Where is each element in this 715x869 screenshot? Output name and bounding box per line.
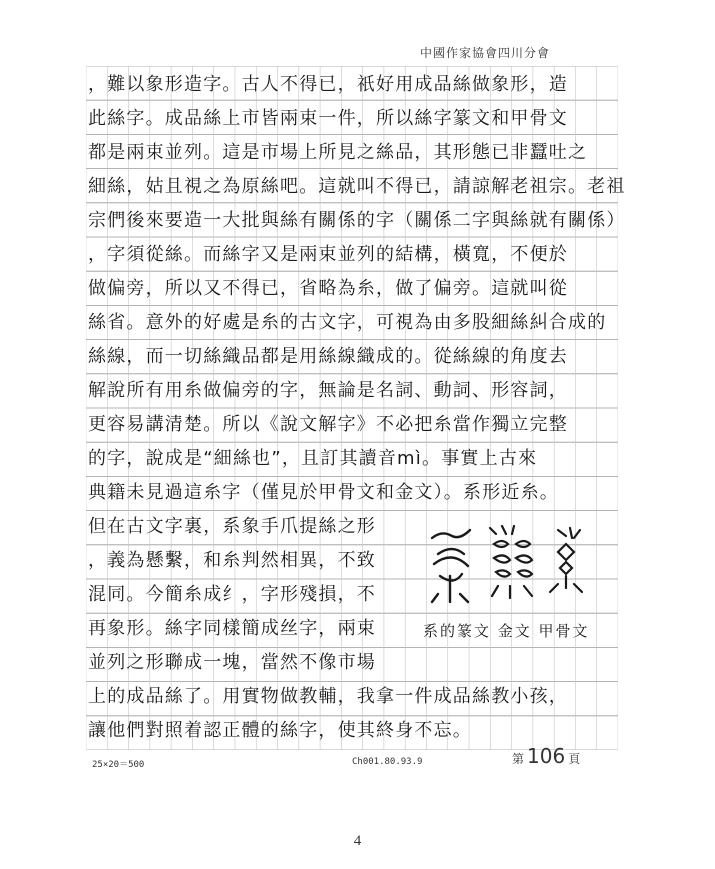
text-line: 絲線，而一切絲織品都是用絲線織成的。從絲線的角度去 bbox=[88, 346, 568, 367]
text-line: ，字須從絲。而絲字又是兩束並列的結構，橫寬，不便於 bbox=[88, 244, 568, 265]
text-line: ，難以象形造字。古人不得已，祇好用成品絲做象形，造 bbox=[88, 74, 568, 95]
text-line: 混同。今簡糸成纟，字形殘損，不 bbox=[88, 584, 376, 605]
text-line: 再象形。絲字同樣簡成丝字，兩束 bbox=[88, 618, 376, 639]
text-line: 宗們後來要造一大批與絲有關係的字（關係二字與絲就有關係） bbox=[88, 210, 626, 231]
seal-script-glyph bbox=[432, 530, 470, 602]
oracle-bone-glyph bbox=[550, 528, 582, 592]
form-code-label: Ch001.80.93.9 bbox=[352, 757, 423, 767]
header-stamp: 中國作家協會四川分會 bbox=[420, 46, 551, 60]
sheet-page-prefix: 第 bbox=[512, 752, 525, 766]
text-line: 的字，說成是“細絲也”，且訂其讀音mì。事實上古來 bbox=[88, 448, 538, 469]
text-line: ，義為懸繫，和糸判然相異，不致 bbox=[88, 550, 376, 571]
text-line: 絲省。意外的好處是糸的古文字，可視為由多股細絲糾合成的 bbox=[88, 312, 607, 333]
text-line: 此絲字。成品絲上市皆兩束一件，所以絲字篆文和甲骨文 bbox=[88, 108, 568, 129]
text-line: 做偏旁，所以又不得已，省略為糸，做了偏旁。這就叫從 bbox=[88, 278, 568, 299]
text-line: 典籍未見過這糸字（僅見於甲骨文和金文）。系形近糸。 bbox=[88, 482, 559, 503]
text-line: 上的成品絲了。用實物做教輔，我拿一件成品絲教小孩， bbox=[88, 686, 568, 707]
grid-spec-label: 25×20＝500 bbox=[92, 760, 145, 770]
text-line: 更容易講清楚。所以《說文解字》不必把糸當作獨立完整 bbox=[88, 414, 568, 435]
text-line: 都是兩束並列。這是市場上所見之絲品，其形態已非蠶吐之 bbox=[88, 142, 588, 163]
sheet-page-suffix: 頁 bbox=[568, 752, 581, 766]
text-line: 並列之形聯成一塊，當然不像市場 bbox=[88, 652, 376, 673]
text-line: 但在古文字裏，系象手爪提絲之形 bbox=[88, 516, 376, 537]
text-line: 細絲，姑且視之為原絲吧。這就叫不得已，請諒解老祖宗。老祖 bbox=[88, 176, 626, 197]
bronze-script-glyph bbox=[490, 526, 532, 598]
text-line: 解說所有用糸做偏旁的字，無論是名詞、動詞、形容詞， bbox=[88, 380, 568, 401]
text-line: 讓他們對照着認正體的絲字，使其終身不忘。 bbox=[88, 720, 472, 741]
sheet-page-label bbox=[512, 744, 580, 768]
sheet-page-value: 106 bbox=[527, 744, 566, 768]
page-number: 4 bbox=[353, 833, 362, 849]
glyph-caption: 系的篆文 金文 甲骨文 bbox=[423, 622, 590, 640]
